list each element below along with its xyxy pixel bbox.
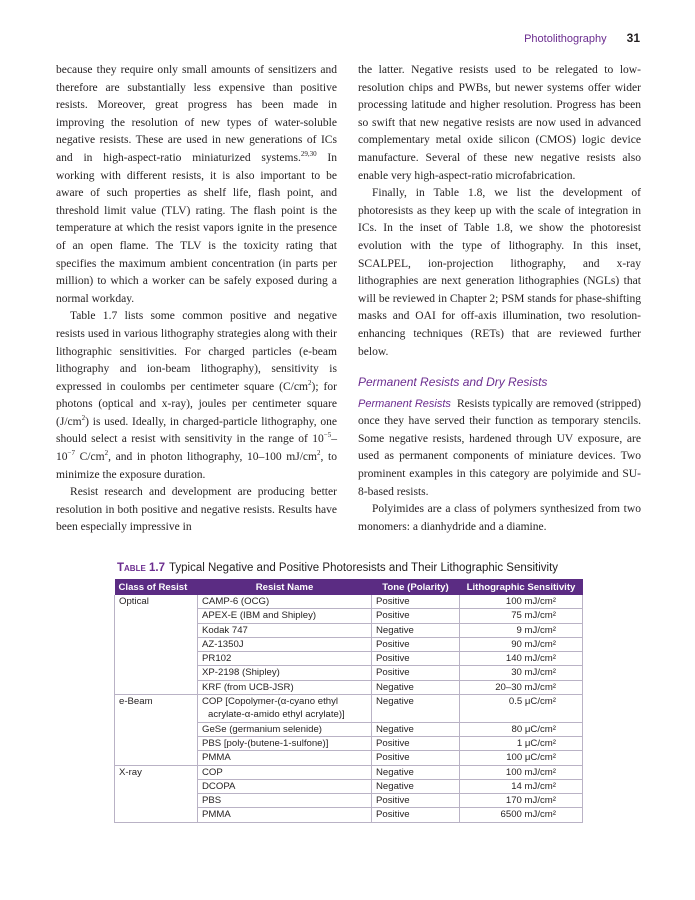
text-run: , and in photon lithography, 10–100 mJ/cm xyxy=(108,451,318,464)
cell-class: Optical xyxy=(115,595,198,609)
page-number: 31 xyxy=(626,31,640,45)
cell-name: COP [Copolymer-(α-cyano ethyl xyxy=(198,695,372,709)
cell-sensitivity xyxy=(460,708,583,722)
running-header xyxy=(524,31,640,45)
cell-name: XP-2198 (Shipley) xyxy=(198,666,372,680)
cell-name: PBS xyxy=(198,794,372,808)
table-row xyxy=(115,695,583,709)
cell-sensitivity: 90 mJ/cm² xyxy=(460,637,583,651)
cell-name: APEX-E (IBM and Shipley) xyxy=(198,609,372,623)
table-row xyxy=(115,680,583,694)
cell-class xyxy=(115,794,198,808)
cell-tone: Positive xyxy=(372,666,460,680)
superscript: 2 xyxy=(307,378,312,387)
cell-tone: Negative xyxy=(372,779,460,793)
paragraph: Resist research and development are producing better resolution in both positive and negative resists. Results have been especially impressive in xyxy=(56,486,337,534)
table-caption xyxy=(117,562,587,574)
cell-name: AZ-1350J xyxy=(198,637,372,651)
cell-sensitivity: 0.5 μC/cm² xyxy=(460,695,583,709)
cell-class: e-Beam xyxy=(115,695,198,709)
table-row xyxy=(115,722,583,736)
table-row xyxy=(115,736,583,750)
cell-sensitivity: 100 mJ/cm² xyxy=(460,595,583,609)
table-row xyxy=(115,794,583,808)
runin-heading: Permanent Resists xyxy=(358,397,451,410)
cell-sensitivity: 6500 mJ/cm² xyxy=(460,808,583,822)
cell-class xyxy=(115,779,198,793)
cell-class xyxy=(115,751,198,765)
table-row xyxy=(115,595,583,609)
table-row xyxy=(115,637,583,651)
paragraph xyxy=(56,308,337,484)
cell-name: Kodak 747 xyxy=(198,623,372,637)
paragraph: the latter. Negative resists used to be relegated to low-resolution chips and PWBs, but newer systems offer wider processing latitude and higher resolution. Progress has been so swift that new negative resists are now used in advanced complementary metal oxide silicon (CMOS) logic device manufacture. Several of these new negative resists also enable very high-aspect-ratio microfabrication. xyxy=(358,64,641,182)
cell-sensitivity: 9 mJ/cm² xyxy=(460,623,583,637)
cell-class xyxy=(115,609,198,623)
cell-class xyxy=(115,637,198,651)
paragraph: Finally, in Table 1.8, we list the development of photoresists as they keep up with the scale of integration in ICs. In the inset of Table 1.8, we show the photoresist evolution with the type of lithography. In this inset, SCALPEL, ion-projection lithography, and x-ray lithographies are next generation lithographies (NGLs) that will be reviewed in Chapter 2; PSM stands for phase-shifting masks and OAI for off-axis illumination, two resolution-enhancing techniques (RETs) that are reviewed further below. xyxy=(358,187,641,358)
text-run: ); for photons (optical and x-ray), joules per centimeter square (J/cm xyxy=(56,380,337,428)
cell-class xyxy=(115,708,198,722)
superscript: 2 xyxy=(81,414,86,423)
table-caption-text: Typical Negative and Positive Photoresists and Their Lithographic Sensitivity xyxy=(168,562,559,574)
cell-tone: Positive xyxy=(372,794,460,808)
cell-sensitivity: 170 mJ/cm² xyxy=(460,794,583,808)
superscript: 2 xyxy=(104,449,109,458)
header-tone: Tone (Polarity) xyxy=(372,579,460,595)
table-row xyxy=(115,708,583,722)
cell-sensitivity: 30 mJ/cm² xyxy=(460,666,583,680)
cell-tone: Negative xyxy=(372,623,460,637)
table-row xyxy=(115,666,583,680)
cell-tone: Positive xyxy=(372,808,460,822)
cell-tone: Positive xyxy=(372,609,460,623)
paragraph xyxy=(56,62,337,308)
reference-superscript: 29,30 xyxy=(300,150,317,159)
table-row xyxy=(115,765,583,779)
left-column xyxy=(56,62,337,537)
table-row xyxy=(115,751,583,765)
header-sensitivity: Lithographic Sensitivity xyxy=(460,579,583,595)
table-row xyxy=(115,779,583,793)
cell-class xyxy=(115,680,198,694)
header-class: Class of Resist xyxy=(115,579,198,595)
text-run: ) is used. Ideally, in charged-particle lithography, one should select a resist with sensitivity in the range of 10 xyxy=(56,415,337,446)
cell-class xyxy=(115,722,198,736)
cell-class xyxy=(115,623,198,637)
table-header-row xyxy=(115,579,583,595)
cell-tone: Negative xyxy=(372,765,460,779)
cell-name: GeSe (germanium selenide) xyxy=(198,722,372,736)
superscript: −7 xyxy=(67,449,75,458)
cell-sensitivity: 100 μC/cm² xyxy=(460,751,583,765)
cell-name: PBS [poly-(butene-1-sulfone)] xyxy=(198,736,372,750)
table-row xyxy=(115,623,583,637)
cell-sensitivity: 20–30 mJ/cm² xyxy=(460,680,583,694)
header-name: Resist Name xyxy=(198,579,372,595)
cell-tone: Negative xyxy=(372,722,460,736)
paragraph: Polyimides are a class of polymers synthesized from two monomers: a dianhydride and a diamine. xyxy=(358,503,641,533)
table-row xyxy=(115,652,583,666)
text-run: –10 xyxy=(56,433,337,464)
cell-class xyxy=(115,652,198,666)
cell-name: DCOPA xyxy=(198,779,372,793)
cell-sensitivity: 100 mJ/cm² xyxy=(460,765,583,779)
table-row xyxy=(115,808,583,822)
section-heading: Permanent Resists and Dry Resists xyxy=(358,375,548,390)
table-row xyxy=(115,609,583,623)
cell-sensitivity: 1 μC/cm² xyxy=(460,736,583,750)
cell-name: KRF (from UCB-JSR) xyxy=(198,680,372,694)
cell-class xyxy=(115,736,198,750)
cell-sensitivity: 14 mJ/cm² xyxy=(460,779,583,793)
cell-sensitivity: 75 mJ/cm² xyxy=(460,609,583,623)
cell-name: PMMA xyxy=(198,751,372,765)
text-run: , to minimize the exposure duration. xyxy=(56,451,337,481)
cell-name: PR102 xyxy=(198,652,372,666)
resist-table xyxy=(114,579,583,823)
superscript: 2 xyxy=(317,449,321,458)
cell-name: CAMP-6 (OCG) xyxy=(198,595,372,609)
table-label: Table 1.7 xyxy=(117,562,165,574)
cell-class xyxy=(115,808,198,822)
cell-tone: Positive xyxy=(372,736,460,750)
text-run: Resists typically are removed (stripped) once they have served their function as temporary stencils. Some negative resists, hardened through UV exposure, are used as permanent components of miniature devices. Two prominent examples in this category are polyimide and SU-8-based resists. xyxy=(358,397,641,498)
text-run: In working with different resists, it is also important to be aware of such properties as shelf life, flash point, and threshold limit value (TLV) rating. The flash point is the temperature at which the resist vapors ignite in the presence of an open flame. The TLV is the toxicity rating that specifies the maximum ambient concentration (in parts per million) to which a worker can be safely exposed during a normal workday. xyxy=(56,151,337,305)
cell-name: COP xyxy=(198,765,372,779)
running-title: Photolithography xyxy=(524,33,607,45)
cell-tone: Negative xyxy=(372,695,460,709)
cell-tone: Positive xyxy=(372,637,460,651)
cell-tone: Positive xyxy=(372,652,460,666)
right-column xyxy=(358,62,641,536)
cell-name: acrylate-α-amido ethyl acrylate)] xyxy=(198,708,372,722)
cell-tone xyxy=(372,708,460,722)
cell-tone: Positive xyxy=(372,595,460,609)
cell-tone: Negative xyxy=(372,680,460,694)
cell-sensitivity: 140 mJ/cm² xyxy=(460,652,583,666)
text-run: Table 1.7 lists some common positive and negative resists used in various lithography strategies along with their lithographic sensitivities. For charged particles (e-beam lithography and ion-beam lithography), sensitivity is expressed in coulombs per centimeter square (C/cm xyxy=(56,310,337,393)
cell-name: PMMA xyxy=(198,808,372,822)
superscript: −5 xyxy=(323,431,332,440)
text-run: because they require only small amounts of sensitizers and therefore are substantially less expensive than positive resists. Moreover, great progress has been made in improving the resolution of new types of water-soluble negative resists. These are used in new generations of ICs and in high-aspect-ratio miniaturized systems. xyxy=(56,64,337,164)
cell-class xyxy=(115,666,198,680)
text-run: C/cm xyxy=(75,451,105,464)
paragraph xyxy=(358,396,641,502)
cell-tone: Positive xyxy=(372,751,460,765)
cell-class: X-ray xyxy=(115,765,198,779)
cell-sensitivity: 80 μC/cm² xyxy=(460,722,583,736)
